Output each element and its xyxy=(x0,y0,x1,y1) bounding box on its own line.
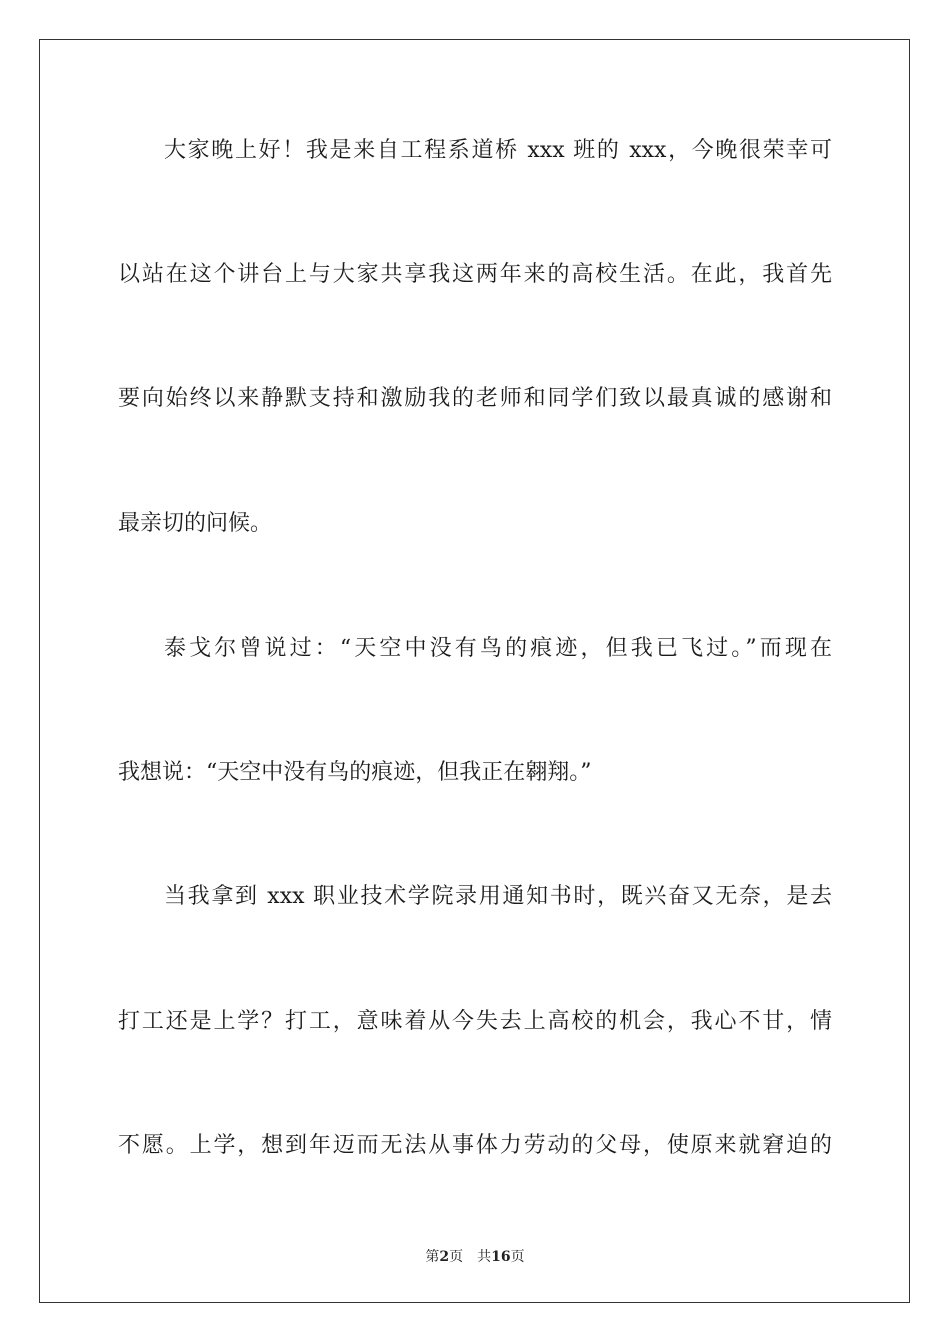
page-border xyxy=(39,39,910,1303)
paragraph-2-line-2: 我想说：“天空中没有鸟的痕迹，但我正在翱翔。” xyxy=(118,760,592,785)
paragraph-3-line-1: 当我拿到 xxx 职业技术学院录用通知书时，既兴奋又无奈，是去 xyxy=(164,884,832,909)
page-suffix: 页 xyxy=(449,1249,464,1265)
paragraph-3-line-3: 不愿。上学，想到年迈而无法从事体力劳动的父母，使原来就窘迫的 xyxy=(118,1133,832,1158)
page-footer xyxy=(0,1246,950,1266)
paragraph-1-line-2: 以站在这个讲台上与大家共享我这两年来的高校生活。在此，我首先 xyxy=(118,262,832,287)
paragraph-3-line-2: 打工还是上学？打工，意味着从今失去上高校的机会，我心不甘，情 xyxy=(118,1009,832,1034)
paragraph-1-line-4: 最亲切的问候。 xyxy=(118,511,273,536)
paragraph-1-line-1: 大家晚上好！我是来自工程系道桥 xxx 班的 xxx，今晚很荣幸可 xyxy=(164,138,832,163)
total-pages: 16 xyxy=(491,1249,511,1265)
paragraph-2-line-1: 泰戈尔曾说过：“天空中没有鸟的痕迹，但我已飞过。”而现在 xyxy=(164,636,832,661)
paragraph-1-line-3: 要向始终以来静默支持和激励我的老师和同学们致以最真诚的感谢和 xyxy=(118,386,832,411)
page-prefix: 第 xyxy=(425,1249,440,1265)
total-prefix: 共 xyxy=(477,1249,492,1265)
total-suffix: 页 xyxy=(510,1249,525,1265)
page-number: 2 xyxy=(439,1249,450,1265)
